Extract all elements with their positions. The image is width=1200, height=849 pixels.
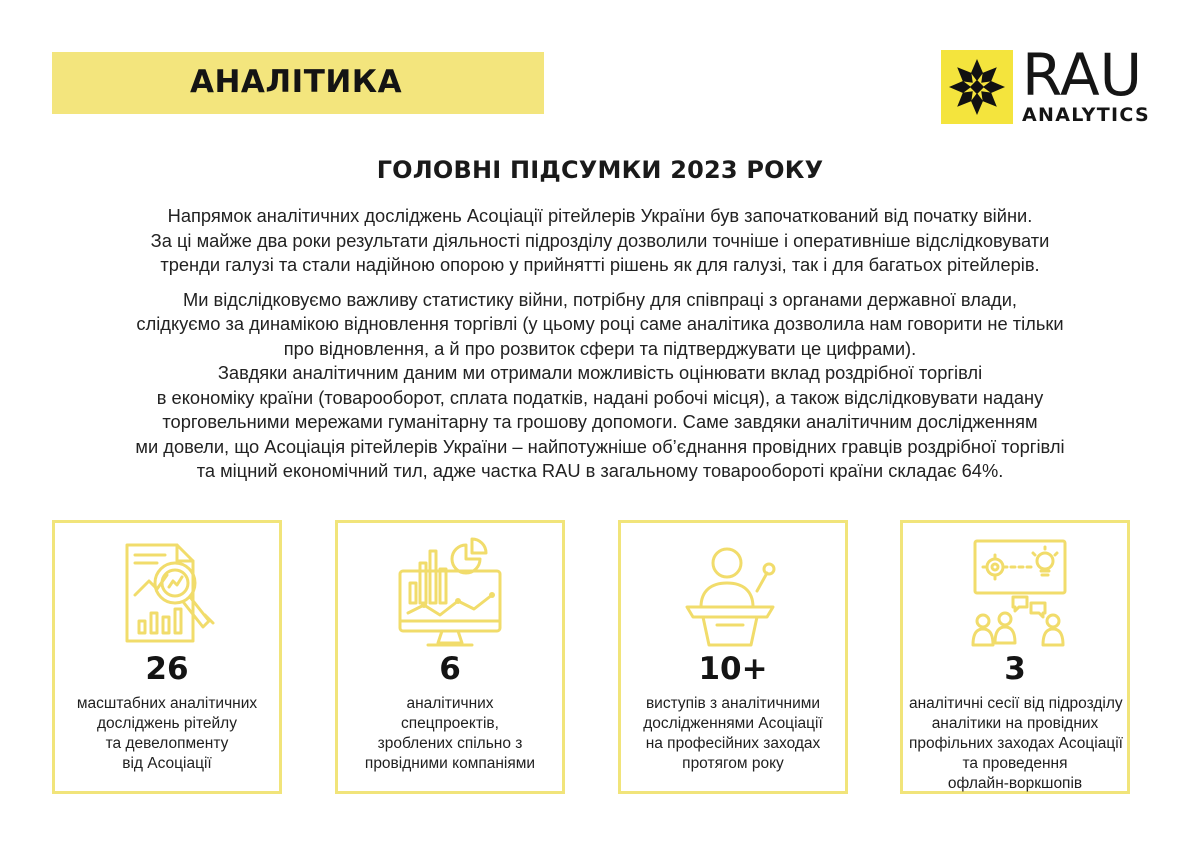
text-line: Напрямок аналітичних досліджень Асоціації рітейлерів України був започаткований від початку війни.	[167, 205, 1033, 226]
text-line: Ми відслідковуємо важливу статистику війни, потрібну для співпраці з органами державної влади,	[182, 288, 1018, 310]
stat-card-sessions	[900, 520, 1130, 794]
intro-text	[40, 204, 1160, 494]
page-headline: ГОЛОВНІ ПІДСУМКИ 2023 РОКУ	[376, 156, 824, 184]
text-line: та девелопменту	[105, 735, 229, 752]
stat-card-talks	[618, 520, 848, 794]
text-line: аналітики на провідних	[931, 715, 1099, 732]
section-title: АНАЛІТИКА	[190, 64, 403, 100]
text-line: про відновлення, а й про розвиток сфери та підтверджувати це цифрами).	[283, 337, 917, 359]
text-line: масштабних аналітичних	[76, 695, 258, 712]
text-line: та проведення	[962, 755, 1068, 772]
text-line: аналітичних	[406, 695, 494, 712]
logo-name: RAU	[1022, 41, 1143, 109]
stat-description	[344, 694, 556, 774]
text-line: офлайн-воркшопів	[947, 775, 1083, 792]
text-line: За ці майже два роки результати діяльності підрозділу дозволили точніше і оперативніше відслідковувати	[150, 229, 1050, 251]
text-line: Завдяки аналітичним даним ми отримали можливість оцінювати вклад роздрібної торгівлі	[217, 362, 983, 383]
workshop-session-icon	[953, 533, 1077, 649]
text-line: торговельними мережами гуманітарну та грошову допомоги. Саме завдяки аналітичним дослідженням	[162, 411, 1038, 432]
text-line: слідкуємо за динамікою відновлення торгівлі (у цьому році саме аналітика дозволила нам говорити не тільки	[136, 313, 1064, 334]
stat-number: 6	[439, 651, 461, 687]
text-line: та міцний економічний тил, адже частка RAU в загальному товарообороті країни складає 64%.	[196, 460, 1004, 481]
stat-number: 26	[145, 651, 189, 687]
rau-logo-mark	[941, 50, 1013, 124]
intro-paragraph-1	[40, 204, 1160, 278]
text-line: в економіку країни (товарооборот, сплата податків, надані робочі місця), а також відслідковувати надану	[156, 386, 1044, 408]
text-line: досліджень рітейлу	[97, 715, 237, 732]
intro-paragraph-2	[40, 288, 1160, 484]
star-ornament-icon	[941, 50, 1013, 124]
stat-number: 3	[1004, 651, 1026, 687]
stat-card-special-projects	[335, 520, 565, 794]
text-line: від Асоціації	[122, 755, 212, 772]
logo-subtitle: ANALYTICS	[1022, 104, 1150, 126]
text-line: профільних заходах Асоціації	[909, 735, 1123, 752]
text-line: провідними компаніями	[364, 755, 536, 772]
stat-description	[61, 694, 273, 774]
stat-number: 10+	[698, 651, 768, 687]
rau-analytics-logo	[941, 41, 1151, 126]
speaker-podium-icon	[671, 533, 795, 649]
stat-card-research	[52, 520, 282, 794]
stat-description	[627, 694, 839, 774]
text-line: зроблених спільно з	[377, 735, 523, 752]
text-line: дослідженнями Асоціації	[643, 715, 823, 732]
text-line: ми довели, що Асоціація рітейлерів України – найпотужніше об’єднання провідних гравців роздрібної торгівлі	[135, 435, 1065, 457]
monitor-charts-icon	[388, 533, 512, 649]
text-line: виступів з аналітичними	[645, 695, 821, 712]
text-line: протягом року	[682, 755, 784, 772]
analytics-report-icon	[105, 533, 229, 649]
text-line: аналітичні сесії від підрозділу	[909, 695, 1123, 712]
text-line: на професійних заходах	[645, 735, 821, 752]
text-line: тренди галузі та стали надійною опорою у прийнятті рішень як для галузі, так і для багатьох рітейлерів.	[160, 254, 1040, 275]
stat-description	[909, 694, 1121, 794]
text-line: спецпроектів,	[401, 715, 499, 732]
